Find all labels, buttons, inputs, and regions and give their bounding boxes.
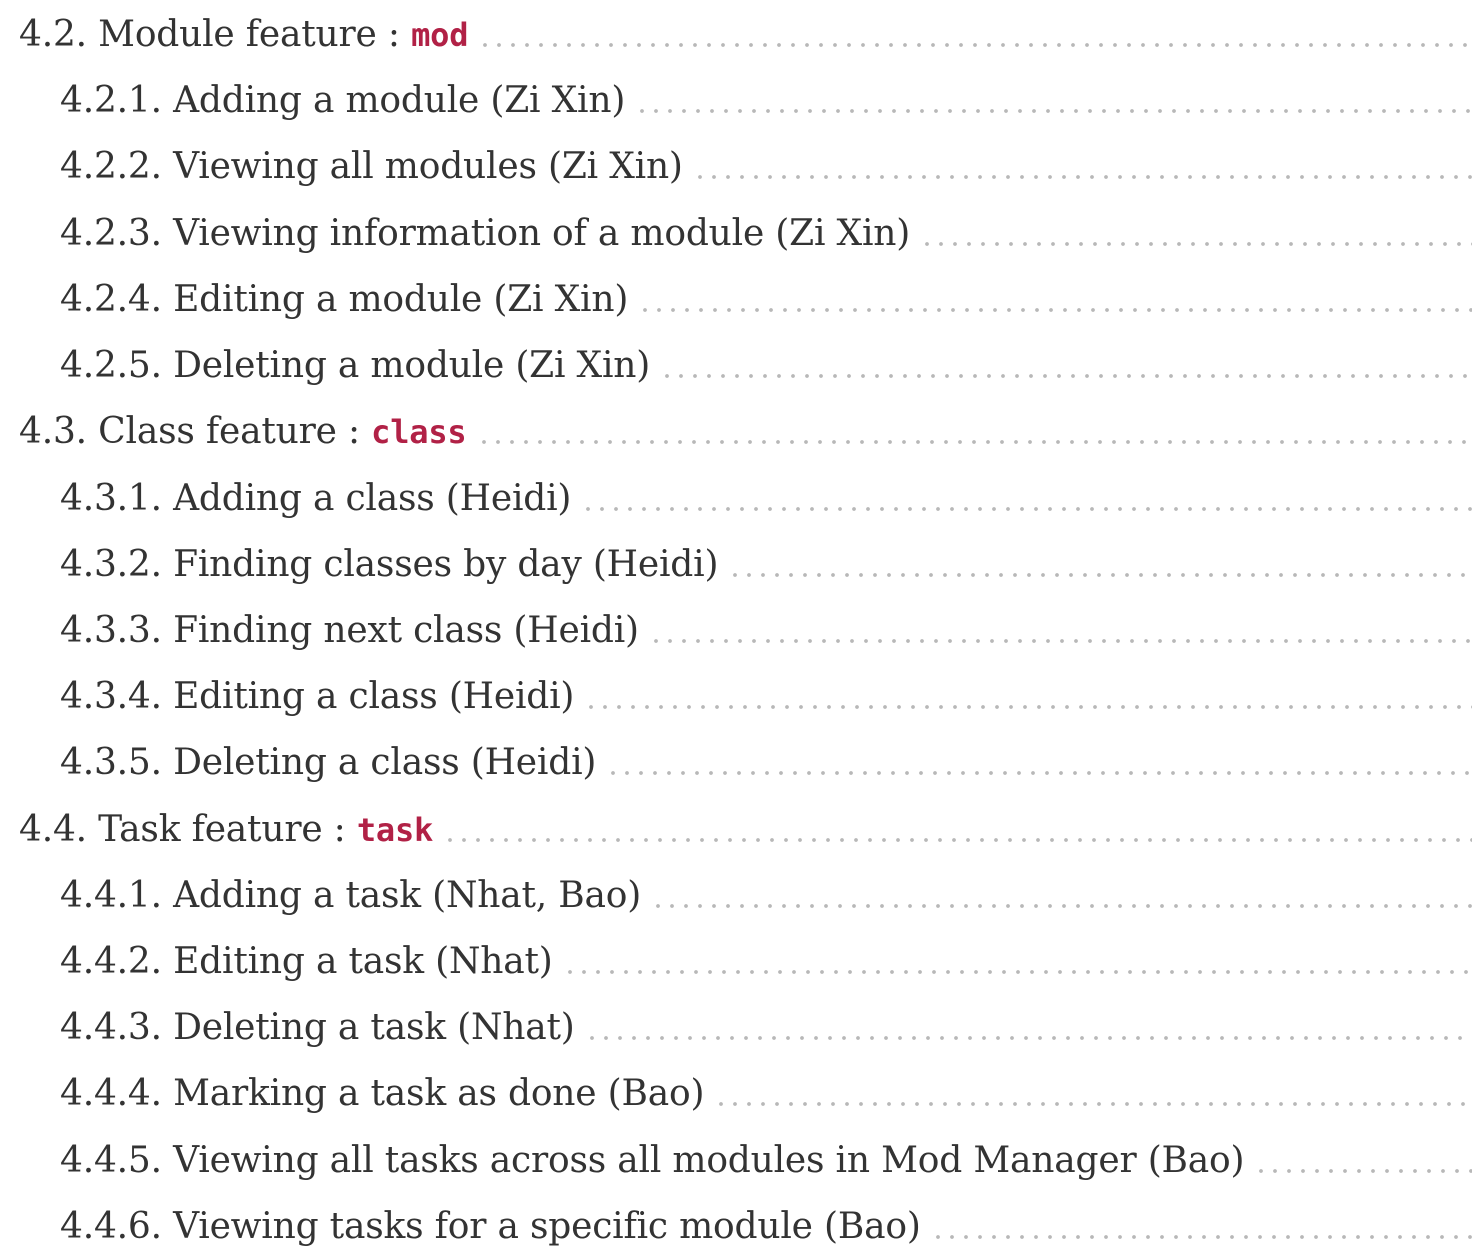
toc-item-4-3-3[interactable] <box>0 601 1472 661</box>
dot-leader <box>606 769 1472 777</box>
dot-leader <box>649 637 1472 645</box>
toc-item-4-4-5[interactable] <box>0 1131 1472 1191</box>
dot-leader <box>581 505 1472 513</box>
toc-item-4-3-4[interactable] <box>0 667 1472 727</box>
toc-item-title: 4.2.5. Deleting a module (Zi Xin) <box>60 336 650 396</box>
dot-leader <box>584 703 1472 711</box>
toc-item-title: 4.2.4. Editing a module (Zi Xin) <box>60 270 628 330</box>
toc-item-title: 4.2.1. Adding a module (Zi Xin) <box>60 71 625 131</box>
toc-section-label: Task feature : <box>98 809 357 850</box>
toc-section-number: 4.4. <box>19 809 87 850</box>
toc-item-4-4-2[interactable] <box>0 932 1472 992</box>
toc-section-title <box>19 402 467 462</box>
toc-item-title: 4.4.4. Marking a task as done (Bao) <box>60 1064 704 1124</box>
dot-leader <box>920 240 1472 248</box>
toc-section-label: Module feature : <box>98 14 411 55</box>
toc-item-title: 4.3.4. Editing a class (Heidi) <box>60 667 574 727</box>
dot-leader <box>651 902 1472 910</box>
dot-leader <box>443 836 1472 844</box>
toc-item-title: 4.3.1. Adding a class (Heidi) <box>60 469 571 529</box>
toc-item-4-2-2[interactable] <box>0 137 1472 197</box>
toc-item-title: 4.3.2. Finding classes by day (Heidi) <box>60 535 718 595</box>
dot-leader <box>714 1100 1472 1108</box>
toc-item-title: 4.3.5. Deleting a class (Heidi) <box>60 733 596 793</box>
toc-item-4-3-2[interactable] <box>0 535 1472 595</box>
toc-item-4-2-1[interactable] <box>0 71 1472 131</box>
toc-item-4-3-5[interactable] <box>0 733 1472 793</box>
toc-item-4-3-1[interactable] <box>0 469 1472 529</box>
dot-leader <box>660 372 1472 380</box>
dot-leader <box>728 571 1472 579</box>
toc-section-title <box>19 800 433 860</box>
dot-leader <box>638 306 1472 314</box>
dot-leader <box>563 968 1472 976</box>
toc-section-number: 4.3. <box>19 411 87 452</box>
toc-section-4-2[interactable] <box>0 5 1472 65</box>
dot-leader <box>477 438 1472 446</box>
toc-item-4-4-4[interactable] <box>0 1064 1472 1124</box>
toc-command-code: mod <box>411 16 468 54</box>
toc-command-code: class <box>371 413 466 451</box>
toc-section-4-3[interactable] <box>0 402 1472 462</box>
toc-item-title: 4.2.3. Viewing information of a module (Zi Xin) <box>60 204 910 264</box>
dot-leader <box>693 173 1472 181</box>
toc-section-4-4[interactable] <box>0 800 1472 860</box>
dot-leader <box>585 1034 1472 1042</box>
toc-section-number: 4.2. <box>19 14 87 55</box>
toc-item-title: 4.4.6. Viewing tasks for a specific module (Bao) <box>60 1197 921 1257</box>
toc-item-4-4-6[interactable] <box>0 1197 1472 1257</box>
dot-leader <box>478 41 1472 49</box>
toc-item-4-4-1[interactable] <box>0 866 1472 926</box>
toc-item-title: 4.4.5. Viewing all tasks across all modules in Mod Manager (Bao) <box>60 1131 1244 1191</box>
dot-leader <box>1254 1167 1472 1175</box>
toc-item-4-4-3[interactable] <box>0 998 1472 1058</box>
toc-item-4-2-3[interactable] <box>0 204 1472 264</box>
toc-item-4-2-4[interactable] <box>0 270 1472 330</box>
toc-item-title: 4.4.2. Editing a task (Nhat) <box>60 932 553 992</box>
toc-item-title: 4.3.3. Finding next class (Heidi) <box>60 601 639 661</box>
toc-command-code: task <box>357 811 433 849</box>
toc-item-4-2-5[interactable] <box>0 336 1472 396</box>
dot-leader <box>931 1233 1472 1241</box>
toc-item-title: 4.4.3. Deleting a task (Nhat) <box>60 998 575 1058</box>
toc-item-title: 4.2.2. Viewing all modules (Zi Xin) <box>60 137 683 197</box>
toc-section-label: Class feature : <box>98 411 371 452</box>
toc-item-title: 4.4.1. Adding a task (Nhat, Bao) <box>60 866 641 926</box>
toc-section-title <box>19 5 468 65</box>
dot-leader <box>635 107 1472 115</box>
